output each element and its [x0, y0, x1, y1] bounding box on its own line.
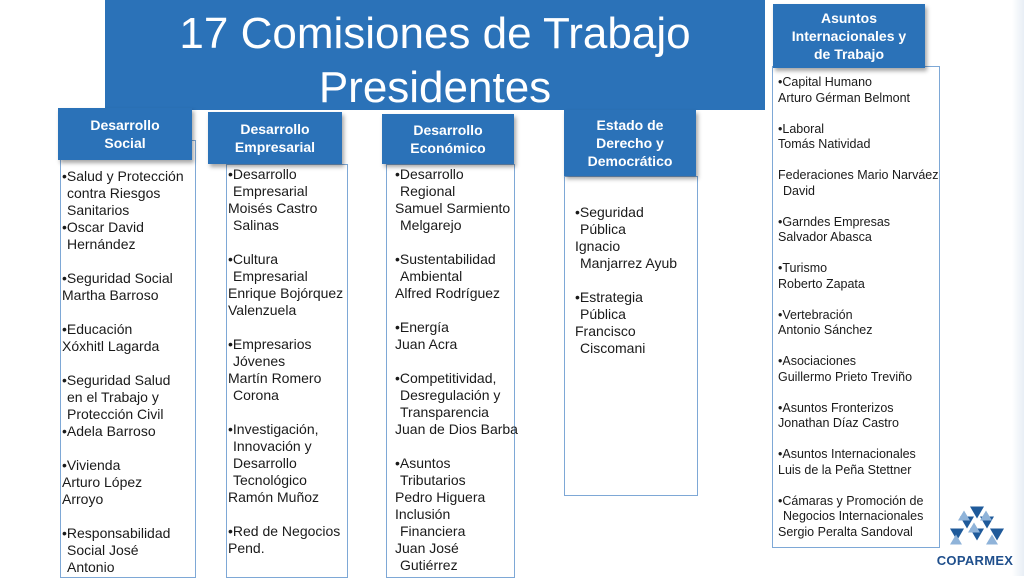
list-item: •Empresarios [228, 336, 312, 352]
list-item: David [783, 183, 815, 198]
header-line: Empresarial [234, 139, 316, 155]
list-item: Desarrollo [233, 455, 297, 471]
list-item: Innovación y [233, 438, 312, 454]
list-item: •Cultura [228, 251, 279, 267]
list-item: Enrique Bojórquez [228, 285, 344, 301]
header-line: Democrático [587, 153, 673, 169]
header-line: Asuntos [820, 10, 877, 26]
list-item: Salinas [233, 217, 279, 233]
list-item: •Seguridad [575, 204, 644, 220]
list-gap [62, 508, 192, 525]
list-item: •Garndes Empresas [778, 214, 891, 229]
list-item: Pública [580, 306, 626, 322]
list-item: Martín Romero [228, 370, 322, 386]
list-item: •Adela Barroso [62, 423, 156, 439]
list-item: Salvador Abasca [778, 230, 872, 244]
list-item: Sergio Peralta Sandoval [778, 524, 913, 539]
list-gap [778, 153, 940, 169]
list-gap [62, 355, 192, 372]
header-line: Derecho y [596, 135, 664, 151]
list-gap [778, 432, 940, 448]
list-item: Protección Civil [67, 406, 164, 422]
list-item: Moisés Castro [228, 200, 318, 216]
list-item: •Oscar David [62, 219, 144, 235]
list-gap [62, 440, 192, 457]
commission-header-social [58, 108, 192, 160]
list-item: Regional [400, 183, 456, 199]
list-gap [778, 199, 940, 215]
list-item: •Red de Negocios [228, 523, 341, 539]
list-gap [228, 234, 350, 251]
list-item: •Estrategia [575, 289, 643, 305]
list-item: •Asociaciones [778, 354, 857, 368]
list-item: Tributarios [400, 472, 466, 488]
list-gap [228, 506, 350, 523]
header-line: Económico [410, 140, 486, 156]
header-line: de Trabajo [813, 46, 884, 62]
list-item: Luis de la Peña Stettner [778, 462, 912, 477]
list-item: Sanitarios [67, 202, 130, 218]
list-item: en el Trabajo y [67, 389, 159, 405]
list-item: Juan José [395, 540, 459, 556]
commission-header-empresarial [208, 112, 342, 164]
header-line: Estado de [596, 117, 664, 133]
list-item: •Sustentabilidad [395, 251, 496, 267]
list-item: •Seguridad Social [62, 270, 173, 286]
list-item: Valenzuela [228, 302, 297, 318]
list-gap [778, 246, 940, 262]
list-gap [62, 253, 192, 270]
list-item: Social José [67, 542, 139, 558]
list-item: Antonio Sánchez [778, 323, 873, 337]
list-gap [778, 339, 940, 355]
list-item: Transparencia [400, 404, 489, 420]
list-item: contra Riesgos [67, 185, 161, 201]
list-item: Financiera [400, 523, 466, 539]
right-edge-gradient [1012, 0, 1024, 576]
list-item: Corona [233, 387, 279, 403]
commission-header-estado [564, 110, 696, 176]
list-gap [395, 438, 525, 455]
list-item: Arturo López [62, 474, 143, 490]
commission-header-internacionales [773, 4, 925, 68]
commission-list-social [62, 168, 192, 576]
list-item: •Laboral [778, 121, 825, 136]
list-item: •Capital Humano [778, 75, 873, 89]
page-subtitle: Presidentes [318, 63, 552, 112]
list-item: Ciscomani [580, 340, 646, 356]
commission-list-estado [575, 204, 693, 357]
list-item: Xóxhitl Lagarda [62, 338, 160, 354]
list-item: Pedro Higuera [395, 489, 486, 505]
commission-list-internacionales [778, 75, 940, 540]
list-gap [395, 302, 525, 319]
list-item: Guillermo Prieto Treviño [778, 369, 913, 384]
list-item: •Energía [395, 319, 449, 335]
list-item: •Competitividad, [395, 370, 497, 386]
list-item: Arroyo [62, 491, 104, 507]
list-item: •Vivienda [62, 457, 121, 473]
list-item: Arturo Gérman Belmont [778, 90, 910, 105]
list-item: Juan Acra [395, 336, 458, 352]
list-item: •Asuntos Fronterizos [778, 400, 894, 415]
commission-list-economico [395, 166, 525, 574]
list-gap [778, 106, 940, 122]
list-item: Empresarial [233, 268, 308, 284]
list-item: •Vertebración [778, 307, 853, 322]
list-item: Tomás Natividad [778, 137, 871, 151]
list-item: Francisco [575, 323, 636, 339]
list-gap [62, 304, 192, 321]
header-line: Desarrollo [90, 117, 160, 133]
header-line: Desarrollo [240, 121, 310, 137]
header-line: Internacionales y [791, 28, 907, 44]
list-item: Federaciones Mario Narváez [778, 168, 939, 182]
list-item: Inclusión [395, 506, 451, 522]
list-item: Desregulación y [400, 387, 501, 403]
list-item: •Investigación, [228, 421, 319, 437]
list-item: Pública [580, 221, 626, 237]
list-gap [228, 404, 350, 421]
list-item: •Educación [62, 321, 133, 337]
list-item: •Desarrollo [228, 166, 297, 182]
list-item: •Seguridad Salud [62, 372, 171, 388]
commission-list-empresarial [228, 166, 350, 557]
list-item: Jonathan Díaz Castro [778, 416, 899, 430]
header-line: Social [104, 135, 146, 151]
list-item: Tecnológico [233, 472, 307, 488]
list-item: Antonio [67, 559, 115, 575]
list-item: Ramón Muñoz [228, 489, 320, 505]
list-gap [778, 478, 940, 494]
page-title: 17 Comisiones de Trabajo [179, 9, 691, 58]
list-item: •Asuntos [395, 455, 451, 471]
list-gap [778, 385, 940, 401]
list-item: Manjarrez Ayub [580, 255, 678, 271]
list-item: Negocios Internacionales [783, 509, 924, 523]
list-gap [778, 292, 940, 308]
list-item: Gutiérrez [400, 557, 458, 573]
list-item: Pend. [228, 540, 265, 556]
list-gap [395, 234, 525, 251]
list-item: Roberto Zapata [778, 276, 865, 291]
list-item: •Cámaras y Promoción de [778, 493, 924, 508]
list-gap [575, 272, 693, 289]
header-line: Desarrollo [413, 122, 483, 138]
list-item: •Salud y Protección [62, 168, 184, 184]
list-item: Alfred Rodríguez [395, 285, 501, 301]
list-item: Martha Barroso [62, 287, 159, 303]
list-item: •Desarrollo [395, 166, 464, 182]
list-item: Jóvenes [233, 353, 286, 369]
list-item: Ignacio [575, 238, 621, 254]
list-item: Empresarial [233, 183, 308, 199]
list-item: Samuel Sarmiento [395, 200, 511, 216]
list-item: Juan de Dios Barba [395, 421, 518, 437]
list-item: Hernández [67, 236, 136, 252]
list-gap [228, 319, 350, 336]
commission-header-economico [382, 114, 514, 164]
list-item: •Asuntos Internacionales [778, 447, 916, 461]
logo-text: COPARMEX [936, 553, 1014, 568]
list-item: •Responsabilidad [62, 525, 171, 541]
list-gap [395, 353, 525, 370]
list-item: •Turismo [778, 261, 828, 275]
list-item: Melgarejo [400, 217, 462, 233]
list-item: Ambiental [400, 268, 463, 284]
